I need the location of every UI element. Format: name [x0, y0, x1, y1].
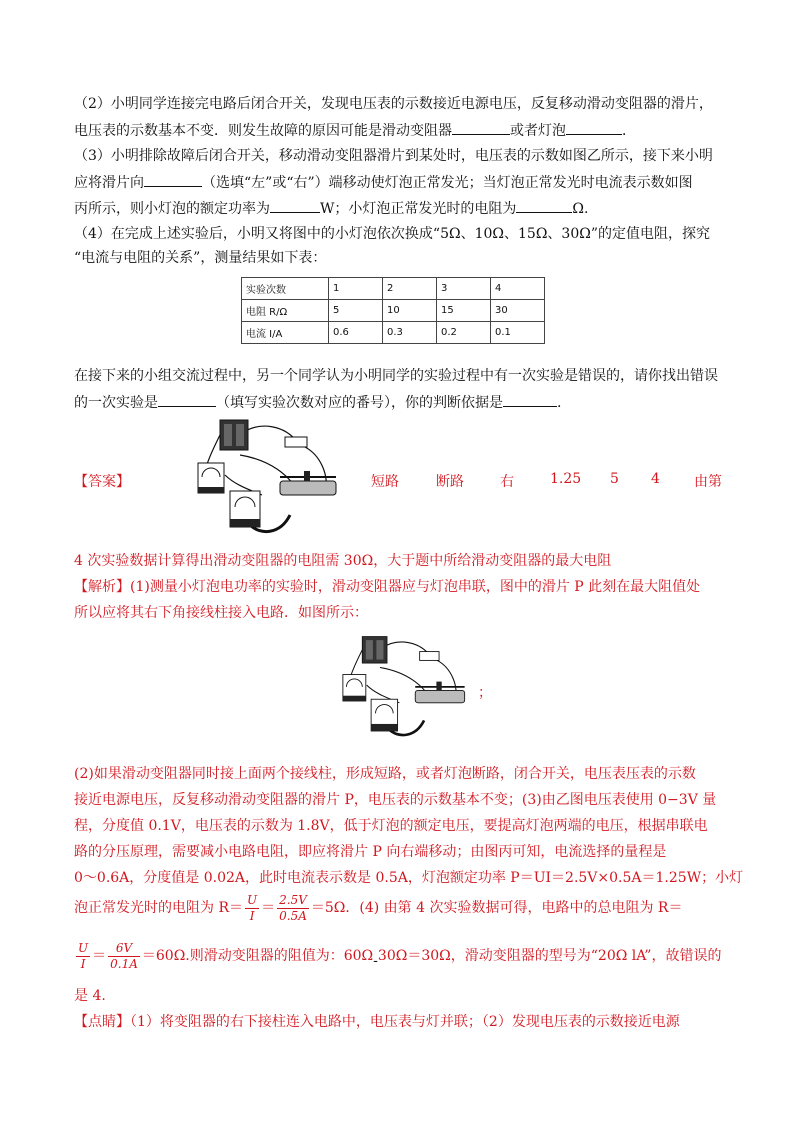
- circuit-diagram: [180, 415, 350, 537]
- table-cell: 5: [329, 300, 383, 322]
- table-row: [242, 322, 545, 344]
- table-cell: 2: [383, 278, 437, 300]
- answer-blank[interactable]: [566, 120, 622, 135]
- analysis-line2: 所以应将其右下角接线柱接入电路．如图所示：: [74, 605, 368, 621]
- q4-line2: “电流与电阻的关系”，测量结果如下表：: [74, 250, 327, 266]
- table-cell: 15: [437, 300, 491, 322]
- analysis-p2-line3: 程，分度值 0.1V，电压表的示数为 1.8V，低于灯泡的额定电压，要提高灯泡两端的电压，根据串联电: [74, 818, 708, 834]
- answer-continuation: 4 次实验数据计算得出滑动变阻器的电阻需 30Ω，大于题中所给滑动变阻器的最大电阻: [74, 553, 612, 569]
- fraction: $\frac{2.5V}{0.5A}$: [279, 892, 307, 923]
- table-cell: 4: [491, 278, 545, 300]
- results-table: [241, 277, 545, 344]
- answer-item: 4: [651, 471, 660, 487]
- figure-semicolon: ；: [478, 685, 492, 701]
- analysis-p2-line7: $\frac{U}{I}$ ＝ $\frac{6V}{0.1A}$ ＝60Ω.则滑动变阻器的阻值为：60Ω-30Ω＝30Ω，滑动变阻器的型号为“20Ω lA”，故错误的: [78, 940, 722, 971]
- answer-item: 短路: [371, 474, 399, 490]
- answer-blank[interactable]: [452, 120, 510, 135]
- answer-blank[interactable]: [158, 392, 216, 407]
- answer-item: 1.25: [550, 471, 582, 487]
- analysis-p2-line4: 路的分压原理，需要减小电路电阻，即应将滑片 P 向右端移动；由图丙可知，电流选择的量程是: [74, 844, 667, 860]
- answer-blank[interactable]: [516, 198, 572, 213]
- table-cell: 0.2: [437, 322, 491, 344]
- analysis-p2-line5: 0～0.6A，分度值是 0.02A，此时电流表示数是 0.5A，灯泡额定功率 P＝UI＝2.5V×0.5A＝1.25W；小灯: [74, 870, 744, 886]
- q2-line1: （2）小明同学连接完电路后闭合开关，发现电压表的示数接近电源电压，反复移动滑动变阻器的滑片，: [74, 96, 713, 112]
- analysis-label: 【解析】: [74, 579, 130, 595]
- answer-blank[interactable]: [144, 172, 202, 187]
- answer-item: 由第: [694, 474, 722, 490]
- q4-after-line2: 的一次实验是 （填写实验次数对应的番号），你的判断依据是 .: [74, 392, 561, 413]
- q3-line3: 丙所示，则小灯泡的额定功率为 W；小灯泡正常发光时的电阻为 Ω.: [74, 198, 588, 219]
- table-cell: 10: [383, 300, 437, 322]
- analysis-p2-line2: 接近电源电压，反复移动滑动变阻器的滑片 P，电压表的示数基本不变；(3)由乙图电压表使用 0−3V 量: [74, 792, 717, 808]
- analysis-p2-line6: 泡正常发光时的电阻为 R＝ $\frac{U}{I}$ ＝ $\frac{2.5V}{0.5A}$ ＝5Ω．(4) 由第 4 次实验数据可得，电路中的总电阻为 R＝: [74, 892, 683, 923]
- answer-item: 5: [610, 471, 619, 487]
- dianjing-label: 【点睛】: [74, 1014, 130, 1030]
- fraction: $\frac{U}{I}$: [78, 940, 89, 971]
- table-row: [242, 300, 545, 322]
- fraction: $\frac{U}{I}$: [247, 892, 258, 923]
- dianjing-line: 【点睛】（1）将变阻器的右下接柱连入电路中，电压表与灯并联；（2）发现电压表的示数接近电源: [74, 1014, 680, 1030]
- q4-line1: （4）在完成上述实验后，小明又将图中的小灯泡依次换成“5Ω、10Ω、15Ω、30Ω”的定值电阻，探究: [74, 226, 710, 242]
- answer-blank[interactable]: [503, 392, 557, 407]
- table-cell: 1: [329, 278, 383, 300]
- table-cell: 30: [491, 300, 545, 322]
- circuit-diagram-solution: [327, 627, 477, 745]
- table-cell: 电流 I/A: [242, 322, 329, 344]
- q3-line1: （3）小明排除故障后闭合开关，移动滑动变阻器滑片到某处时，电压表的示数如图乙所示，接下来小明: [74, 148, 713, 164]
- table-cell: 实验次数: [242, 278, 329, 300]
- table-cell: 0.6: [329, 322, 383, 344]
- q2-line2: 电压表的示数基本不变．则发生故障的原因可能是滑动变阻器 或者灯泡 ．: [74, 120, 636, 141]
- answer-blank[interactable]: [270, 198, 320, 213]
- analysis-line1: 【解析】(1)测量小灯泡电功率的实验时，滑动变阻器应与灯泡串联，图中的滑片 P 此刻在最大阻值处: [74, 579, 701, 595]
- answer-item: 右: [500, 474, 514, 490]
- table-row: [242, 278, 545, 300]
- analysis-p2-line8: 是 4.: [74, 988, 106, 1004]
- fraction: $\frac{6V}{0.1A}$: [110, 940, 138, 971]
- table-cell: 0.3: [383, 322, 437, 344]
- analysis-p2-line1: (2)如果滑动变阻器同时接上面两个接线柱，形成短路，或者灯泡断路，闭合开关，电压表压表的示数: [74, 766, 696, 782]
- answer-item: 断路: [436, 474, 464, 490]
- table-cell: 0.1: [491, 322, 545, 344]
- table-cell: 电阻 R/Ω: [242, 300, 329, 322]
- answer-label: 【答案】: [74, 474, 130, 490]
- q3-line2: 应将滑片向 （选填“左”或“右”）端移动使灯泡正常发光；当灯泡正常发光时电流表示数如图: [74, 172, 693, 193]
- table-cell: 3: [437, 278, 491, 300]
- q4-after-line1: 在接下来的小组交流过程中，另一个同学认为小明同学的实验过程中有一次实验是错误的，请你找出错误: [74, 368, 718, 384]
